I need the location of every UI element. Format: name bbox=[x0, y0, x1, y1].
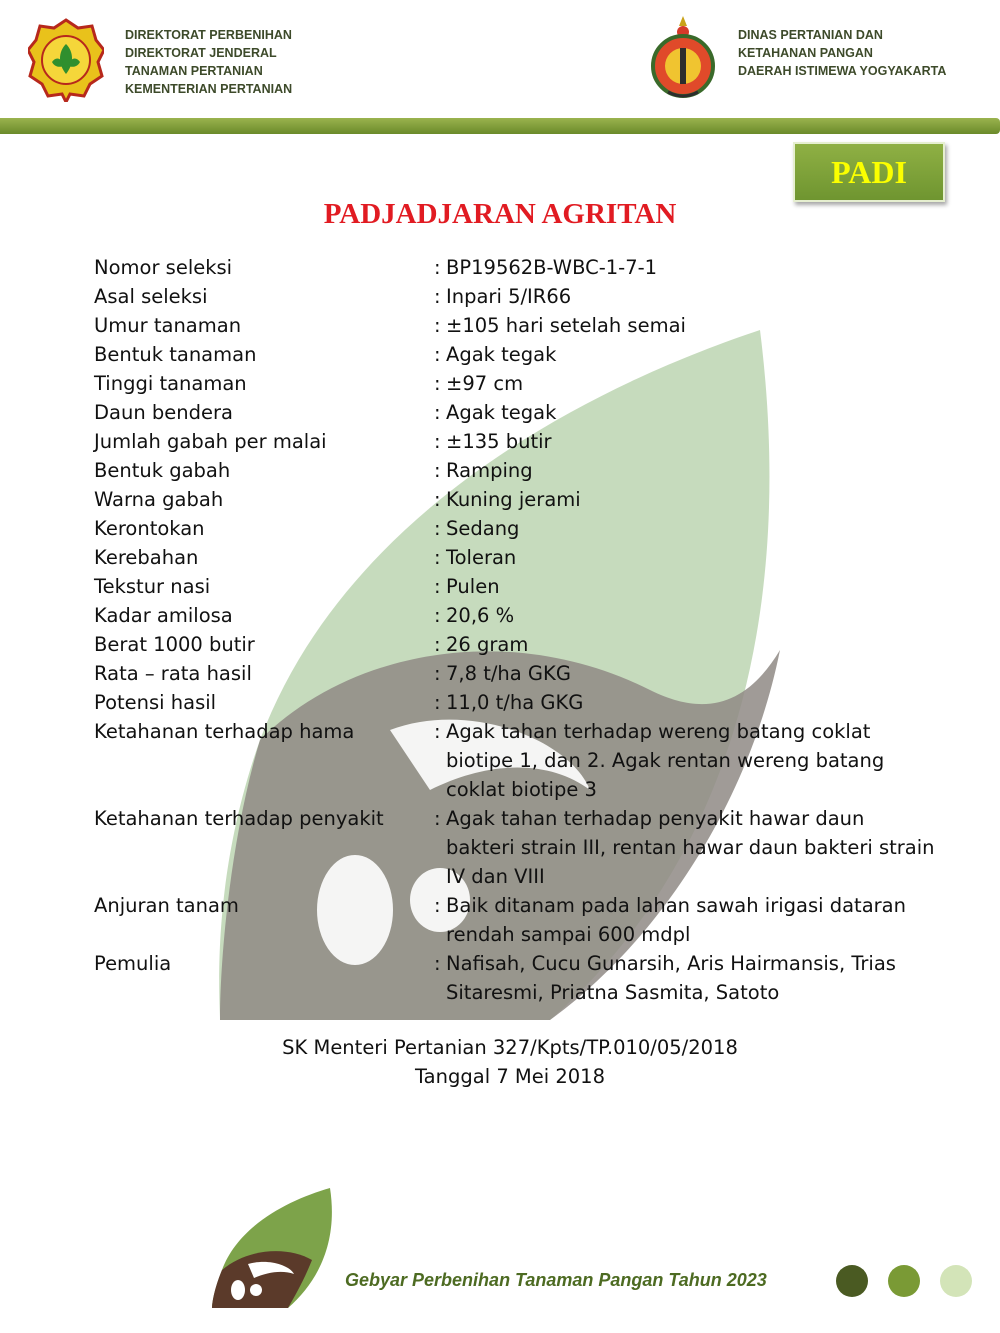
decree-date: Tanggal 7 Mei 2018 bbox=[415, 1065, 605, 1088]
spec-colon: : bbox=[434, 285, 441, 308]
spec-row bbox=[94, 659, 944, 688]
spec-colon: : bbox=[434, 633, 441, 656]
spec-row bbox=[94, 311, 944, 340]
spec-value: Inpari 5/IR66 bbox=[446, 285, 572, 308]
footer-dot bbox=[836, 1265, 868, 1297]
spec-label: Rata – rata hasil bbox=[94, 662, 252, 685]
header-left-line: DIREKTORAT PERBENIHAN bbox=[125, 28, 292, 42]
spec-row bbox=[94, 398, 944, 427]
spec-value: Ramping bbox=[446, 459, 533, 482]
spec-colon: : bbox=[434, 401, 441, 424]
spec-row bbox=[94, 543, 944, 572]
header-left-line: TANAMAN PERTANIAN bbox=[125, 64, 263, 78]
spec-colon: : bbox=[434, 546, 441, 569]
spec-value: 7,8 t/ha GKG bbox=[446, 662, 571, 685]
header-left-line: DIREKTORAT JENDERAL bbox=[125, 46, 277, 60]
footer-dot bbox=[940, 1265, 972, 1297]
spec-value: Agak tahan terhadap wereng batang coklat biotipe 1, dan 2. Agak rentan wereng batang coklat biotipe 3 bbox=[446, 720, 885, 801]
spec-label: Kerontokan bbox=[94, 517, 205, 540]
spec-row bbox=[94, 891, 944, 949]
spec-row bbox=[94, 572, 944, 601]
spec-row bbox=[94, 949, 944, 1007]
footer-leaf-logo-icon bbox=[208, 1186, 336, 1310]
ministry-logo-icon bbox=[28, 18, 104, 102]
header-divider-bar bbox=[0, 118, 1000, 134]
spec-colon: : bbox=[434, 952, 441, 975]
spec-value: Kuning jerami bbox=[446, 488, 581, 511]
spec-colon: : bbox=[434, 894, 441, 917]
spec-value: Baik ditanam pada lahan sawah irigasi dataran rendah sampai 600 mdpl bbox=[446, 894, 906, 946]
spec-colon: : bbox=[434, 459, 441, 482]
spec-row bbox=[94, 804, 944, 891]
spec-value: ±97 cm bbox=[446, 372, 524, 395]
header-right-line: DAERAH ISTIMEWA YOGYAKARTA bbox=[738, 64, 947, 78]
spec-row bbox=[94, 427, 944, 456]
spec-label: Ketahanan terhadap penyakit bbox=[94, 807, 384, 830]
spec-value: Agak tegak bbox=[446, 401, 557, 424]
spec-colon: : bbox=[434, 662, 441, 685]
spec-value: Agak tahan terhadap penyakit hawar daun bakteri strain III, rentan hawar daun bakteri strain IV dan VIII bbox=[446, 807, 935, 888]
spec-label: Ketahanan terhadap hama bbox=[94, 720, 355, 743]
spec-colon: : bbox=[434, 691, 441, 714]
spec-value: Agak tegak bbox=[446, 343, 557, 366]
spec-value: ±135 butir bbox=[446, 430, 552, 453]
spec-colon: : bbox=[434, 517, 441, 540]
crop-category-badge: PADI bbox=[793, 142, 945, 202]
spec-label: Tekstur nasi bbox=[94, 575, 211, 598]
spec-value: Toleran bbox=[446, 546, 517, 569]
spec-label: Umur tanaman bbox=[94, 314, 242, 337]
decree-number: SK Menteri Pertanian 327/Kpts/TP.010/05/2018 bbox=[282, 1036, 738, 1059]
spec-row bbox=[94, 369, 944, 398]
spec-label: Kerebahan bbox=[94, 546, 199, 569]
spec-row bbox=[94, 253, 944, 282]
spec-row bbox=[94, 688, 944, 717]
decree-info bbox=[0, 1033, 1000, 1091]
spec-label: Bentuk tanaman bbox=[94, 343, 257, 366]
spec-label: Daun bendera bbox=[94, 401, 233, 424]
spec-value: ±105 hari setelah semai bbox=[446, 314, 686, 337]
spec-label: Berat 1000 butir bbox=[94, 633, 255, 656]
spec-colon: : bbox=[434, 256, 441, 279]
spec-row bbox=[94, 340, 944, 369]
spec-colon: : bbox=[434, 604, 441, 627]
footer-dot bbox=[888, 1265, 920, 1297]
spec-colon: : bbox=[434, 720, 441, 743]
spec-label: Bentuk gabah bbox=[94, 459, 231, 482]
footer-event-title: Gebyar Perbenihan Tanaman Pangan Tahun 2023 bbox=[345, 1270, 767, 1290]
spec-colon: : bbox=[434, 372, 441, 395]
spec-label: Warna gabah bbox=[94, 488, 224, 511]
header-right-line: DINAS PERTANIAN DAN bbox=[738, 28, 883, 42]
spec-label: Kadar amilosa bbox=[94, 604, 233, 627]
spec-label: Asal seleksi bbox=[94, 285, 208, 308]
header-right-institution bbox=[738, 26, 946, 80]
spec-row bbox=[94, 717, 944, 804]
spec-colon: : bbox=[434, 430, 441, 453]
spec-value: 11,0 t/ha GKG bbox=[446, 691, 584, 714]
spec-value: Sedang bbox=[446, 517, 520, 540]
spec-row bbox=[94, 630, 944, 659]
spec-value: Pulen bbox=[446, 575, 500, 598]
spec-row bbox=[94, 485, 944, 514]
spec-row bbox=[94, 456, 944, 485]
spec-label: Anjuran tanam bbox=[94, 894, 239, 917]
spec-label: Tinggi tanaman bbox=[94, 372, 247, 395]
variety-title: PADJADJARAN AGRITAN bbox=[323, 198, 677, 230]
spec-row bbox=[94, 601, 944, 630]
spec-label: Jumlah gabah per malai bbox=[94, 430, 327, 453]
header-left-line: KEMENTERIAN PERTANIAN bbox=[125, 82, 293, 96]
spec-colon: : bbox=[434, 314, 441, 337]
spec-row bbox=[94, 514, 944, 543]
spec-value: Nafisah, Cucu Gunarsih, Aris Hairmansis, Trias Sitaresmi, Priatna Sasmita, Satoto bbox=[446, 952, 896, 1004]
spec-row bbox=[94, 282, 944, 311]
header-right-line: KETAHANAN PANGAN bbox=[738, 46, 873, 60]
specification-list bbox=[94, 253, 944, 1007]
spec-label: Pemulia bbox=[94, 952, 172, 975]
spec-label: Nomor seleksi bbox=[94, 256, 233, 279]
spec-value: BP19562B-WBC-1-7-1 bbox=[446, 256, 658, 279]
spec-colon: : bbox=[434, 343, 441, 366]
yogyakarta-emblem-icon bbox=[648, 16, 718, 102]
header-left-institution bbox=[125, 26, 292, 98]
spec-colon: : bbox=[434, 807, 441, 830]
spec-value: 20,6 % bbox=[446, 604, 515, 627]
spec-colon: : bbox=[434, 488, 441, 511]
spec-value: 26 gram bbox=[446, 633, 529, 656]
spec-colon: : bbox=[434, 575, 441, 598]
spec-label: Potensi hasil bbox=[94, 691, 217, 714]
